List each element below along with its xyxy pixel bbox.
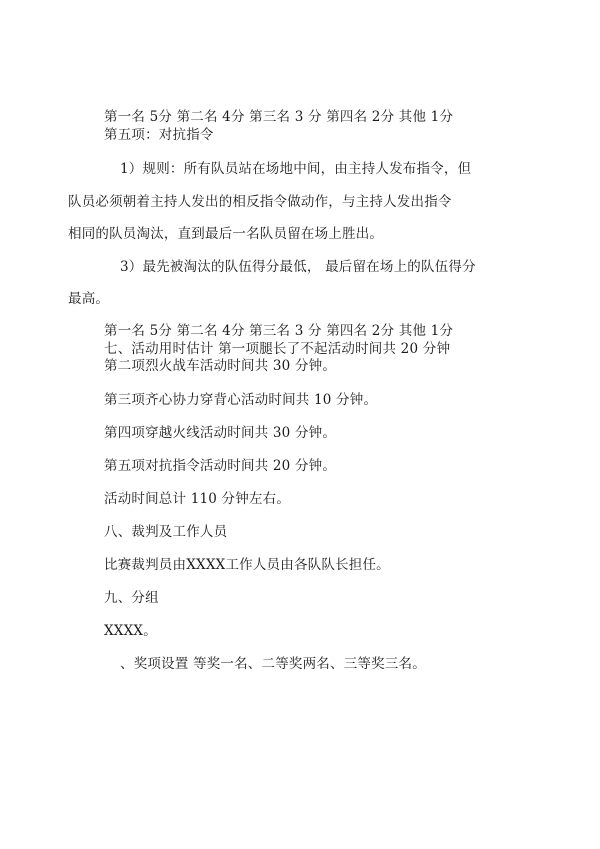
section-5-title: 第五项：对抗指令 (104, 127, 214, 143)
time-item-2: 第二项烈火战车活动时间共 30 分钟。 (104, 358, 337, 374)
section-7-title: 七、活动用时估计 第一项腿长了不起活动时间共 20 分钟 (104, 341, 451, 357)
rule-paragraph-line-2: 队员必须朝着主持人发出的相反指令做动作，与主持人发出指令 (68, 194, 452, 210)
rule-paragraph-line-3: 相同的队员淘汰，直到最后一名队员留在场上胜出。 (68, 226, 384, 242)
time-item-4: 第四项穿越火线活动时间共 30 分钟。 (104, 425, 337, 441)
scoring-line-2: 第一名 5分 第二名 4分 第三名 3 分 第四名 2分 其他 1分 (104, 323, 454, 339)
time-item-5: 第五项对抗指令活动时间共 20 分钟。 (104, 458, 337, 474)
referee-paragraph: 比赛裁判员由XXXX工作人员由各队队长担任。 (104, 557, 390, 573)
section-8-title: 八、裁判及工作人员 (104, 524, 228, 540)
scoring-rule-line-1: 3）最先被淘汰的队伍得分最低， 最后留在场上的队伍得分 (120, 259, 476, 275)
scoring-rule-line-2: 最高。 (68, 291, 110, 307)
time-item-3: 第三项齐心协力穿背心活动时间共 10 分钟。 (104, 392, 378, 408)
scoring-line-1: 第一名 5分 第二名 4分 第三名 3 分 第四名 2分 其他 1分 (104, 109, 454, 125)
time-total: 活动时间总计 110 分钟左右。 (104, 491, 291, 507)
section-9-title: 九、分组 (104, 590, 159, 606)
awards-paragraph: 、奖项设置 等奖一名、二等奖两名、三等奖三名。 (120, 656, 426, 672)
rule-paragraph-line-1: 1）规则：所有队员站在场地中间，由主持人发布指令，但 (120, 161, 472, 177)
grouping-text: XXXX。 (104, 623, 157, 639)
